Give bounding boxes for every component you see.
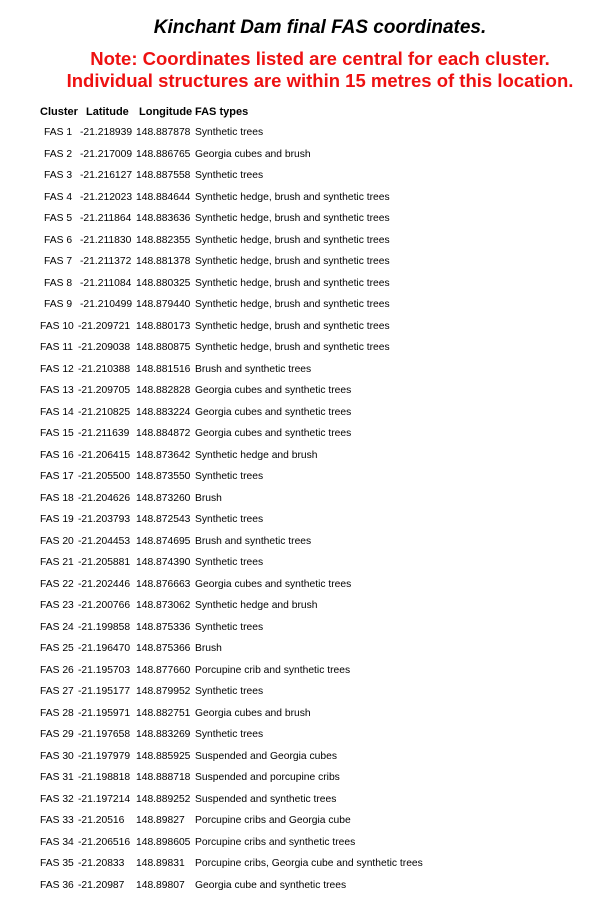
cluster-cell: FAS 12 [40,364,74,376]
longitude-cell: 148.887558 [136,170,190,182]
longitude-cell: 148.882355 [136,235,190,247]
fas-types-cell: Synthetic hedge, brush and synthetic trees [195,321,390,333]
table-row [0,794,603,816]
table-row [0,321,603,343]
latitude-cell: -21.202446 [78,579,130,591]
longitude-cell: 148.879952 [136,686,190,698]
fas-types-cell: Synthetic trees [195,127,263,139]
fas-types-cell: Georgia cubes and synthetic trees [195,407,351,419]
fas-types-cell: Synthetic hedge, brush and synthetic trees [195,342,390,354]
table-row [0,235,603,257]
latitude-cell: -21.210499 [80,299,132,311]
latitude-cell: -21.211084 [80,278,131,290]
cluster-cell: FAS 15 [40,428,74,440]
longitude-cell: 148.875366 [136,643,190,655]
longitude-cell: 148.886765 [136,149,190,161]
cluster-cell: FAS 20 [40,536,74,548]
longitude-cell: 148.877660 [136,665,190,677]
fas-types-cell: Synthetic hedge, brush and synthetic trees [195,278,390,290]
cluster-cell: FAS 14 [40,407,74,419]
table-row [0,299,603,321]
latitude-cell: -21.216127 [80,170,132,182]
cluster-cell: FAS 30 [40,751,74,763]
latitude-cell: -21.211864 [80,213,131,225]
longitude-cell: 148.875336 [136,622,190,634]
table-row [0,815,603,837]
latitude-cell: -21.198818 [78,772,130,784]
fas-types-cell: Georgia cubes and synthetic trees [195,428,351,440]
longitude-cell: 148.885925 [136,751,190,763]
cluster-cell: FAS 35 [40,858,74,870]
fas-types-cell: Synthetic trees [195,729,263,741]
table-row [0,192,603,214]
table-row [0,428,603,450]
latitude-cell: -21.199858 [78,622,130,634]
longitude-cell: 148.873260 [136,493,190,505]
cluster-cell: FAS 29 [40,729,74,741]
fas-types-cell: Suspended and synthetic trees [195,794,336,806]
table-row [0,751,603,773]
fas-types-cell: Synthetic trees [195,514,263,526]
cluster-cell: FAS 7 [44,256,78,268]
latitude-cell: -21.197658 [78,729,130,741]
note-block [0,48,603,92]
fas-types-cell: Porcupine cribs and synthetic trees [195,837,355,849]
longitude-cell: 148.89831 [136,858,185,870]
cluster-cell: FAS 9 [44,299,78,311]
longitude-cell: 148.889252 [136,794,190,806]
cluster-cell: FAS 32 [40,794,74,806]
latitude-cell: -21.211830 [80,235,131,247]
cluster-cell: FAS 24 [40,622,74,634]
cluster-cell: FAS 19 [40,514,74,526]
longitude-cell: 148.883636 [136,213,190,225]
longitude-cell: 148.879440 [136,299,190,311]
fas-types-cell: Georgia cube and synthetic trees [195,880,346,892]
cluster-cell: FAS 25 [40,643,74,655]
latitude-cell: -21.204453 [78,536,130,548]
cluster-cell: FAS 16 [40,450,74,462]
table-row [0,837,603,859]
fas-types-cell: Synthetic trees [195,557,263,569]
cluster-cell: FAS 8 [44,278,78,290]
cluster-cell: FAS 26 [40,665,74,677]
longitude-cell: 148.872543 [136,514,190,526]
cluster-cell: FAS 6 [44,235,78,247]
latitude-cell: -21.217009 [80,149,132,161]
table-row [0,127,603,149]
longitude-cell: 148.882828 [136,385,190,397]
fas-types-cell: Porcupine crib and synthetic trees [195,665,350,677]
fas-types-cell: Georgia cubes and brush [195,149,311,161]
latitude-cell: -21.209038 [78,342,130,354]
longitude-cell: 148.873062 [136,600,190,612]
cluster-cell: FAS 4 [44,192,78,204]
table-row [0,622,603,644]
latitude-cell: -21.20516 [78,815,124,827]
cluster-cell: FAS 34 [40,837,74,849]
latitude-cell: -21.197979 [78,751,130,763]
fas-types-cell: Synthetic hedge, brush and synthetic trees [195,299,390,311]
longitude-cell: 148.884644 [136,192,190,204]
table-row [0,364,603,386]
latitude-cell: -21.210825 [78,407,130,419]
fas-types-cell: Porcupine cribs, Georgia cube and synthetic trees [195,858,423,870]
table-row [0,772,603,794]
fas-types-cell: Synthetic trees [195,471,263,483]
document-title: Kinchant Dam final FAS coordinates. [0,16,603,40]
fas-types-cell: Georgia cubes and brush [195,708,311,720]
fas-types-cell: Brush [195,493,222,505]
table-row [0,686,603,708]
note-line-2: Individual structures are within 15 metres of this location. [0,70,603,92]
longitude-cell: 148.881378 [136,256,190,268]
table-row [0,278,603,300]
cluster-cell: FAS 3 [44,170,78,182]
cluster-cell: FAS 33 [40,815,74,827]
cluster-cell: FAS 23 [40,600,74,612]
latitude-cell: -21.195971 [78,708,130,720]
table-row [0,256,603,278]
longitude-cell: 148.880325 [136,278,190,290]
table-row [0,536,603,558]
table-row [0,471,603,493]
table-row [0,493,603,515]
latitude-cell: -21.211639 [78,428,129,440]
cluster-cell: FAS 31 [40,772,74,784]
latitude-cell: -21.210388 [78,364,130,376]
cluster-cell: FAS 11 [40,342,74,354]
fas-types-cell: Porcupine cribs and Georgia cube [195,815,351,827]
table-row [0,600,603,622]
fas-types-cell: Georgia cubes and synthetic trees [195,385,351,397]
longitude-cell: 148.887878 [136,127,190,139]
longitude-cell: 148.873642 [136,450,190,462]
fas-types-cell: Brush and synthetic trees [195,364,311,376]
latitude-cell: -21.212023 [80,192,132,204]
longitude-cell: 148.880875 [136,342,190,354]
longitude-cell: 148.883269 [136,729,190,741]
header-cluster: Cluster [40,106,78,118]
cluster-cell: FAS 1 [44,127,78,139]
latitude-cell: -21.195177 [78,686,130,698]
longitude-cell: 148.873550 [136,471,190,483]
table-row [0,557,603,579]
latitude-cell: -21.200766 [78,600,130,612]
cluster-cell: FAS 17 [40,471,74,483]
table-row [0,149,603,171]
latitude-cell: -21.197214 [78,794,130,806]
note-line-1: Note: Coordinates listed are central for each cluster. [0,48,603,70]
latitude-cell: -21.211372 [80,256,131,268]
fas-types-cell: Synthetic hedge and brush [195,600,318,612]
cluster-cell: FAS 21 [40,557,74,569]
latitude-cell: -21.205881 [78,557,130,569]
table-row [0,665,603,687]
fas-types-cell: Brush and synthetic trees [195,536,311,548]
latitude-cell: -21.204626 [78,493,130,505]
cluster-cell: FAS 5 [44,213,78,225]
fas-types-cell: Brush [195,643,222,655]
fas-types-cell: Suspended and Georgia cubes [195,751,337,763]
fas-types-cell: Synthetic trees [195,686,263,698]
fas-types-cell: Synthetic hedge, brush and synthetic trees [195,192,390,204]
fas-types-cell: Suspended and porcupine cribs [195,772,340,784]
header-latitude: Latitude [86,106,129,118]
cluster-cell: FAS 22 [40,579,74,591]
cluster-cell: FAS 28 [40,708,74,720]
table-row [0,407,603,429]
latitude-cell: -21.20833 [78,858,124,870]
fas-types-cell: Synthetic hedge, brush and synthetic trees [195,256,390,268]
table-row [0,514,603,536]
header-longitude: Longitude [139,106,192,118]
table-row [0,579,603,601]
latitude-cell: -21.196470 [78,643,130,655]
cluster-cell: FAS 18 [40,493,74,505]
table-row [0,880,603,901]
table-row [0,385,603,407]
header-fas-types: FAS types [195,106,248,118]
longitude-cell: 148.888718 [136,772,190,784]
table-row [0,213,603,235]
fas-types-cell: Georgia cubes and synthetic trees [195,579,351,591]
longitude-cell: 148.89807 [136,880,185,892]
table-row [0,450,603,472]
latitude-cell: -21.203793 [78,514,130,526]
latitude-cell: -21.218939 [80,127,132,139]
coordinates-table [0,127,603,901]
fas-types-cell: Synthetic hedge, brush and synthetic trees [195,213,390,225]
cluster-cell: FAS 13 [40,385,74,397]
cluster-cell: FAS 27 [40,686,74,698]
table-row [0,858,603,880]
latitude-cell: -21.206415 [78,450,130,462]
table-row [0,729,603,751]
latitude-cell: -21.205500 [78,471,130,483]
longitude-cell: 148.874695 [136,536,190,548]
longitude-cell: 148.874390 [136,557,190,569]
longitude-cell: 148.884872 [136,428,190,440]
longitude-cell: 148.883224 [136,407,190,419]
longitude-cell: 148.880173 [136,321,190,333]
longitude-cell: 148.881516 [136,364,190,376]
cluster-cell: FAS 2 [44,149,78,161]
latitude-cell: -21.206516 [78,837,130,849]
fas-types-cell: Synthetic trees [195,622,263,634]
latitude-cell: -21.195703 [78,665,130,677]
table-row [0,708,603,730]
latitude-cell: -21.209721 [78,321,130,333]
table-row [0,342,603,364]
fas-types-cell: Synthetic hedge, brush and synthetic trees [195,235,390,247]
longitude-cell: 148.89827 [136,815,185,827]
fas-types-cell: Synthetic trees [195,170,263,182]
longitude-cell: 148.882751 [136,708,190,720]
table-row [0,170,603,192]
latitude-cell: -21.209705 [78,385,130,397]
longitude-cell: 148.876663 [136,579,190,591]
latitude-cell: -21.20987 [78,880,124,892]
cluster-cell: FAS 36 [40,880,74,892]
cluster-cell: FAS 10 [40,321,74,333]
table-row [0,643,603,665]
longitude-cell: 148.898605 [136,837,190,849]
fas-types-cell: Synthetic hedge and brush [195,450,318,462]
